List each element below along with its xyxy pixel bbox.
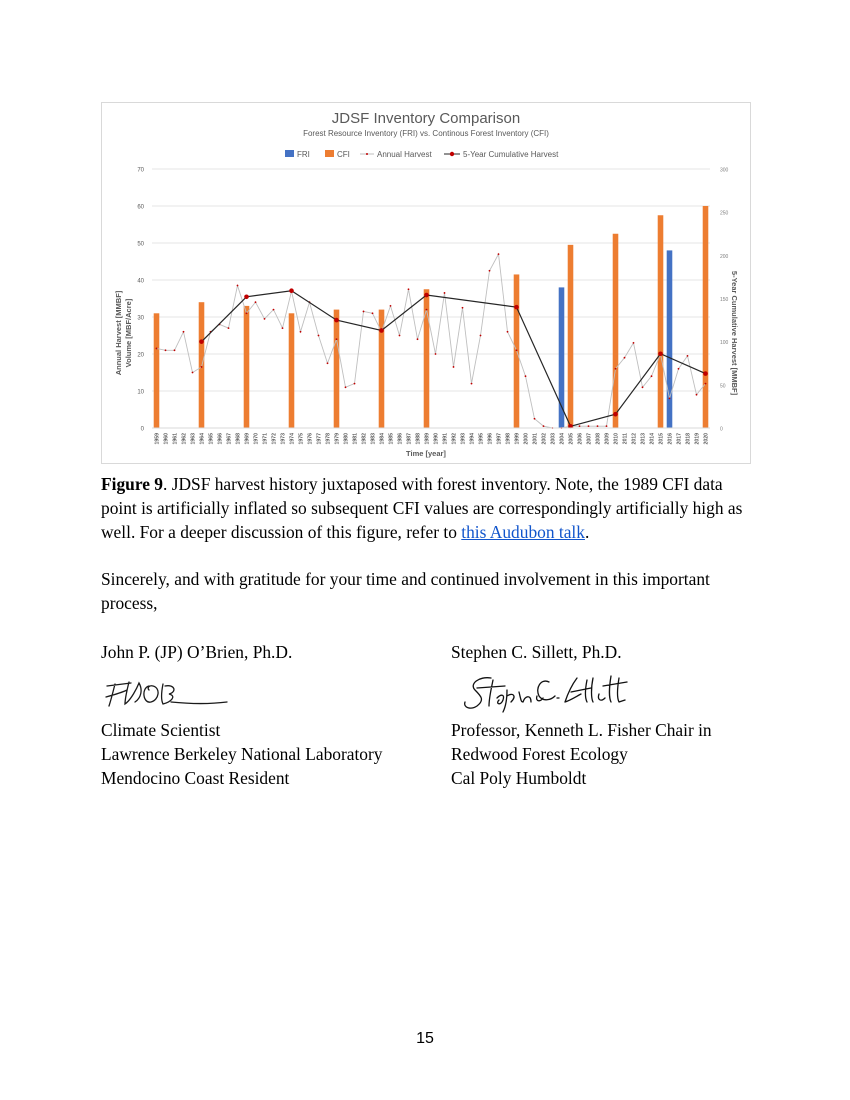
signature-obrien-drawing <box>101 666 241 714</box>
annual-harvest-point <box>471 383 473 385</box>
x-tick-label: 1973 <box>280 433 287 445</box>
signatory-name: John P. (JP) O’Brien, Ph.D. <box>101 642 293 662</box>
cumulative-harvest-point <box>199 339 204 344</box>
x-tick-label: 1991 <box>442 433 449 445</box>
y-tick-label: 40 <box>137 278 144 285</box>
annual-harvest-point <box>426 309 428 311</box>
y2-tick-label: 50 <box>720 383 726 390</box>
signatory-residence: Mendocino Coast Resident <box>101 768 290 788</box>
x-tick-label: 2003 <box>550 433 557 445</box>
x-tick-label: 1992 <box>451 433 458 445</box>
annual-harvest-point <box>372 312 374 314</box>
x-tick-label: 1972 <box>271 433 278 445</box>
y2-tick-label: 150 <box>720 297 729 303</box>
x-tick-label: 2004 <box>559 433 566 445</box>
x-tick-label: 2019 <box>694 433 701 445</box>
annual-harvest-point <box>264 318 266 320</box>
y2-tick-label: 200 <box>720 253 729 260</box>
figure-caption <box>101 472 751 544</box>
annual-harvest-point <box>174 349 176 351</box>
y2-tick-label: 0 <box>720 426 723 433</box>
annual-harvest-point <box>633 342 635 344</box>
legend-swatch-fri <box>285 150 294 157</box>
legend-label-cumulative: 5-Year Cumulative Harvest <box>463 150 559 159</box>
x-tick-label: 1993 <box>460 433 467 445</box>
x-tick-label: 1995 <box>478 433 485 445</box>
annual-harvest-point <box>624 357 626 359</box>
cumulative-harvest-point <box>514 305 519 310</box>
legend-label-fri: FRI <box>297 150 310 159</box>
x-tick-label: 2011 <box>622 433 629 445</box>
bar-cfi <box>334 310 340 428</box>
chart-svg <box>102 103 750 463</box>
x-tick-label: 1983 <box>370 433 377 445</box>
x-tick-label: 1985 <box>388 433 395 445</box>
x-axis-title: Time [year] <box>406 449 446 458</box>
signatory-title-cont: Redwood Forest Ecology <box>451 744 628 764</box>
legend-label-annual: Annual Harvest <box>377 150 432 159</box>
cumulative-harvest-point <box>334 318 339 323</box>
page-number: 15 <box>416 1030 434 1047</box>
x-tick-label: 1960 <box>163 433 170 445</box>
x-tick-label: 1962 <box>181 433 188 445</box>
annual-harvest-point <box>363 311 365 313</box>
annual-harvest-point <box>642 386 644 388</box>
x-tick-label: 2020 <box>703 433 710 445</box>
bar-fri <box>667 250 673 428</box>
annual-harvest-point <box>300 331 302 333</box>
y-axis-title-line1: Annual Harvest [MMBF] <box>114 290 123 376</box>
signatory-title: Professor, Kenneth L. Fisher Chair in <box>451 720 712 740</box>
signatory-affiliation: Lawrence Berkeley National Laboratory <box>101 744 383 764</box>
y-tick-label: 30 <box>137 315 144 322</box>
y-axis-title-line2: Volume [MBF/Acre] <box>124 298 133 368</box>
annual-harvest-point <box>255 301 257 303</box>
bar-cfi <box>154 313 160 428</box>
audubon-talk-link[interactable]: this Audubon talk <box>461 522 585 542</box>
x-tick-label: 1966 <box>217 433 224 445</box>
x-tick-label: 2015 <box>658 433 665 445</box>
chart-subtitle: Forest Resource Inventory (FRI) vs. Continous Forest Inventory (CFI) <box>303 129 549 138</box>
y-axis-title <box>114 290 133 375</box>
annual-harvest-point <box>273 309 275 311</box>
annual-harvest-point <box>156 348 158 350</box>
annual-harvest-point <box>228 327 230 329</box>
annual-harvest-point <box>336 338 338 340</box>
caption-text: . JDSF harvest history juxtaposed with forest inventory. Note, the 1989 CFI data point is artificially inflated so subsequent CFI values are correspondingly artificially high as well. For a deeper discussion of this figure, refer to <box>101 474 743 542</box>
annual-harvest-point <box>507 331 509 333</box>
x-tick-label: 1970 <box>253 433 260 445</box>
cumulative-harvest-point <box>244 294 249 299</box>
x-tick-label: 1996 <box>487 433 494 445</box>
x-tick-label: 1965 <box>208 433 215 445</box>
annual-harvest-point <box>705 383 707 385</box>
bar-cfi <box>199 302 205 428</box>
legend-marker-annual <box>366 153 368 155</box>
x-tick-label: 2009 <box>604 433 611 445</box>
bar-cfi <box>244 306 250 428</box>
annual-harvest-point <box>318 335 320 337</box>
x-tick-label: 2001 <box>532 433 539 445</box>
closing-paragraph: Sincerely, and with gratitude for your time and continued involvement in this important process, <box>101 569 710 613</box>
annual-harvest-point <box>696 394 698 396</box>
annual-harvest-point <box>606 425 608 427</box>
annual-harvest-point <box>543 425 545 427</box>
annual-harvest-point <box>282 327 284 329</box>
x-tick-label: 1981 <box>352 433 359 445</box>
cumulative-harvest-point <box>379 328 384 333</box>
annual-harvest-point <box>354 383 356 385</box>
x-tick-label: 1975 <box>298 433 305 445</box>
x-tick-label: 1997 <box>496 433 503 445</box>
annual-harvest-point <box>453 366 455 368</box>
x-tick-label: 1968 <box>235 433 242 445</box>
annual-harvest-point <box>669 398 671 400</box>
annual-harvest-point <box>462 307 464 309</box>
annual-harvest-point <box>489 270 491 272</box>
figure-label: Figure 9 <box>101 474 163 494</box>
x-tick-label: 1980 <box>343 433 350 445</box>
legend-marker-cumulative <box>450 152 454 156</box>
y-tick-label: 50 <box>137 241 144 248</box>
x-tick-label: 2008 <box>595 433 602 445</box>
annual-harvest-point <box>327 362 329 364</box>
axes <box>137 168 728 445</box>
annual-harvest-point <box>687 355 689 357</box>
y-tick-label: 10 <box>137 389 144 396</box>
signature-sillett-drawing <box>451 666 661 714</box>
bar-cfi <box>613 234 619 428</box>
legend-swatch-cfi <box>325 150 334 157</box>
y-tick-label: 0 <box>140 426 144 433</box>
x-tick-label: 1976 <box>307 433 314 445</box>
x-tick-label: 2012 <box>631 433 638 445</box>
y-tick-label: 60 <box>137 204 144 211</box>
x-tick-label: 1984 <box>379 433 386 445</box>
annual-harvest-point <box>516 349 518 351</box>
x-tick-label: 2010 <box>613 433 620 445</box>
annual-harvest-point <box>390 305 392 307</box>
x-tick-label: 2014 <box>649 433 656 445</box>
y2-tick-label: 300 <box>720 167 729 174</box>
chart-legend <box>285 150 559 159</box>
x-tick-label: 1982 <box>361 433 368 445</box>
x-tick-label: 2006 <box>577 433 584 445</box>
figure-9-chart <box>101 102 751 464</box>
signatory-title: Climate Scientist <box>101 720 221 740</box>
chart-title: JDSF Inventory Comparison <box>331 110 521 127</box>
x-tick-label: 1971 <box>262 433 269 445</box>
x-tick-label: 2000 <box>523 433 530 445</box>
annual-harvest-point <box>651 375 653 377</box>
cumulative-harvest-point <box>613 412 618 417</box>
annual-harvest-point <box>183 331 185 333</box>
cumulative-harvest-point <box>424 293 429 298</box>
x-tick-label: 2018 <box>685 433 692 445</box>
bar-cfi <box>289 313 295 428</box>
annual-harvest-point <box>345 386 347 388</box>
x-tick-label: 1986 <box>397 433 404 445</box>
x-tick-label: 1990 <box>433 433 440 445</box>
x-tick-label: 1998 <box>505 433 512 445</box>
annual-harvest-point <box>534 418 536 420</box>
annual-harvest-point <box>417 338 419 340</box>
signature-obrien <box>101 666 431 714</box>
x-tick-label: 2007 <box>586 433 593 445</box>
gridlines <box>152 169 710 428</box>
annual-harvest-point <box>588 425 590 427</box>
annual-harvest-point <box>237 285 239 287</box>
x-tick-label: 2016 <box>667 433 674 445</box>
annual-harvest-point <box>399 335 401 337</box>
signatory-affiliation: Cal Poly Humboldt <box>451 768 587 788</box>
x-tick-label: 1967 <box>226 433 233 445</box>
y-tick-label: 20 <box>137 352 144 359</box>
y2-axis-title <box>730 271 739 396</box>
annual-harvest-point <box>579 425 581 427</box>
cumulative-harvest-line <box>202 291 706 427</box>
x-tick-label: 2005 <box>568 433 575 445</box>
caption-end: . <box>584 522 590 542</box>
x-tick-label: 1974 <box>289 433 296 445</box>
annual-harvest-point <box>246 312 248 314</box>
signature-block-sillett <box>451 640 761 790</box>
x-tick-label: 1989 <box>424 433 431 445</box>
x-tick-label: 1994 <box>469 433 476 445</box>
bar-cfi <box>658 215 664 428</box>
x-tick-label: 1988 <box>415 433 422 445</box>
x-tick-label: 2017 <box>676 433 683 445</box>
annual-harvest-point <box>201 366 203 368</box>
bar-cfi <box>703 206 709 428</box>
annual-harvest-point <box>192 372 194 374</box>
annual-harvest-point <box>408 288 410 290</box>
x-tick-label: 1979 <box>334 433 341 445</box>
annual-harvest-point <box>444 292 446 294</box>
cumulative-harvest-point <box>289 288 294 293</box>
signature-sillett <box>451 666 761 714</box>
x-tick-label: 1977 <box>316 433 323 445</box>
y2-axis-title-text: 5-Year Cumulative Harvest [MMBF] <box>730 270 739 396</box>
cumulative-harvest-point <box>703 371 708 376</box>
cumulative-harvest-point <box>658 351 663 356</box>
annual-harvest-point <box>480 335 482 337</box>
x-tick-label: 1999 <box>514 433 521 445</box>
annual-harvest-point <box>615 368 617 370</box>
signature-block-obrien <box>101 640 431 790</box>
annual-harvest-point <box>678 368 680 370</box>
x-tick-label: 2002 <box>541 433 548 445</box>
y2-tick-label: 100 <box>720 340 729 347</box>
x-tick-label: 1978 <box>325 433 332 445</box>
y2-tick-label: 250 <box>720 210 729 217</box>
bar-cfi <box>568 245 574 428</box>
annual-harvest-point <box>525 375 527 377</box>
annual-harvest-point <box>597 425 599 427</box>
x-tick-label: 1961 <box>172 433 179 445</box>
x-tick-label: 1969 <box>244 433 251 445</box>
x-tick-label: 1987 <box>406 433 413 445</box>
x-tick-label: 1964 <box>199 433 206 445</box>
annual-harvest-point <box>165 349 167 351</box>
x-tick-label: 2013 <box>640 433 647 445</box>
annual-harvest-point <box>435 353 437 355</box>
legend-label-cfi: CFI <box>337 150 350 159</box>
y-tick-label: 70 <box>137 167 144 174</box>
annual-harvest-point <box>498 253 500 255</box>
signatory-name: Stephen C. Sillett, Ph.D. <box>451 642 622 662</box>
x-tick-label: 1963 <box>190 433 197 445</box>
x-tick-label: 1959 <box>154 433 161 445</box>
